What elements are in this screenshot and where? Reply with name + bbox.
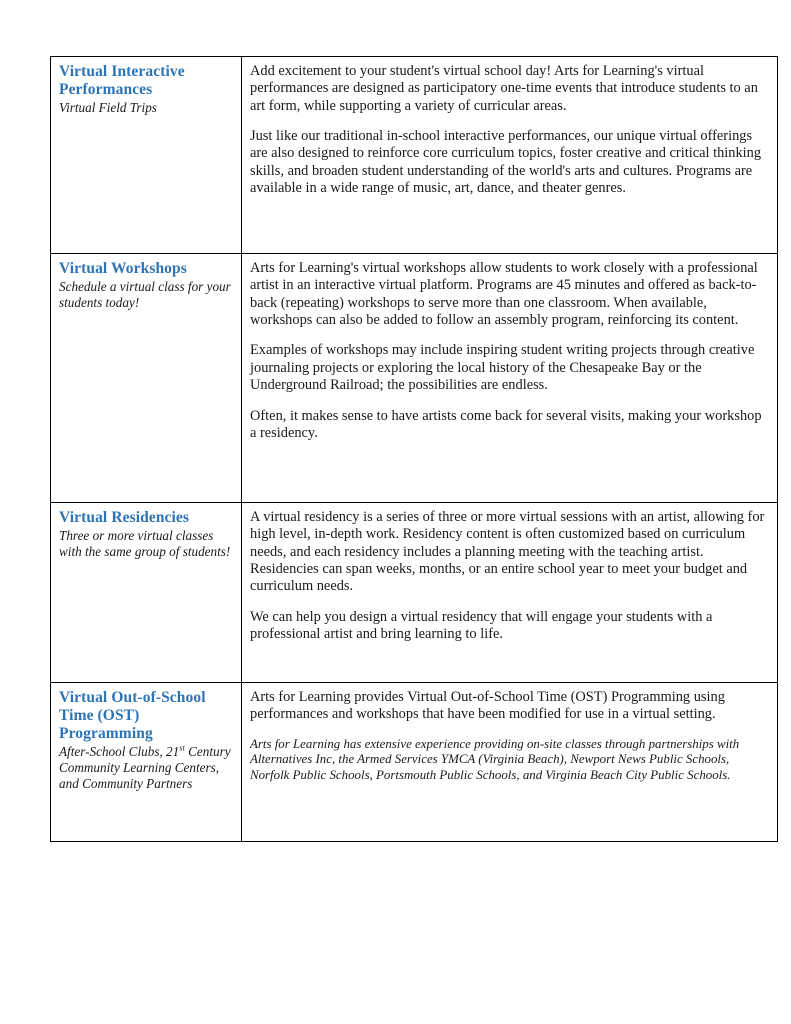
description-paragraph: Often, it makes sense to have artists come back for several visits, making your workshop a residency. <box>250 407 762 441</box>
program-title: Virtual Out-of-School Time (OST) Programming <box>59 689 206 743</box>
description-paragraph: Examples of workshops may include inspiring student writing projects through creative journaling projects or exploring the local history of the Chesapeake Bay or the Underground Railroad; the possibilities are endless. <box>250 342 755 394</box>
description-paragraph: Arts for Learning provides Virtual Out-of-School Time (OST) Programming using performances and workshops that have been modified for use in a virtual setting. <box>250 689 725 723</box>
table-body <box>51 57 778 842</box>
program-title-cell <box>51 254 242 503</box>
program-title-cell <box>51 503 242 683</box>
table-row <box>51 503 778 683</box>
program-title: Virtual Interactive Performances <box>59 63 185 99</box>
program-subtitle-text: After-School Clubs, 21 <box>59 744 180 760</box>
program-offerings-table <box>50 56 778 842</box>
program-description-cell <box>242 57 778 254</box>
program-description-cell <box>242 254 778 503</box>
program-title-cell <box>51 683 242 842</box>
program-subtitle-text-cont: Century Community Learning Centers, and Community Partners <box>59 744 231 791</box>
description-paragraph: We can help you design a virtual residency that will engage your students with a professional artist and bring learning to life. <box>250 608 713 643</box>
program-description-cell <box>242 503 778 683</box>
program-subtitle: Three or more virtual classes with the same group of students! <box>59 528 231 559</box>
description-paragraph: Just like our traditional in-school interactive performances, our unique virtual offerings are also designed to reinforce core curriculum topics, foster creative and critical thinking skills, and broaden student understanding of the world's arts and cultures. Programs are available in a wide range of music, art, dance, and theater genres. <box>250 128 762 197</box>
program-title: Virtual Residencies <box>59 509 190 526</box>
ordinal-suffix: st <box>179 743 185 753</box>
table-row <box>51 254 778 503</box>
program-title-cell <box>51 57 242 254</box>
program-subtitle: Schedule a virtual class for your students today! <box>59 279 231 310</box>
program-subtitle: Virtual Field Trips <box>59 100 157 116</box>
description-paragraph: Arts for Learning's virtual workshops allow students to work closely with a professional artist in an interactive virtual platform. Programs are 45 minutes and offered as back-to-back (repeating) workshops to serve more than one classroom. When available, workshops can also be added to follow an assembly program, reinforcing its content. <box>250 260 758 329</box>
description-paragraph: Add excitement to your student's virtual school day! Arts for Learning's virtual performances are designed as participatory one-time events that introduce students to an art form, while supporting a variety of curricular areas. <box>250 63 758 114</box>
program-description-cell <box>242 683 778 842</box>
table-row <box>51 57 778 254</box>
description-paragraph: A virtual residency is a series of three or more virtual sessions with an artist, allowing for high level, in-depth work. Residency content is often customized based on curriculum needs, and each residency includes a planning meeting with the teaching artist. Residencies can span weeks, months, or an entire school year to meet your budget and curriculum needs. <box>250 509 765 595</box>
description-note: Arts for Learning has extensive experience providing on-site classes through partnerships with Alternatives Inc, the Armed Services YMCA (Virginia Beach), Newport News Public Schools, Norfolk Public Schools, Portsmouth Public Schools, and Virginia Beach City Public Schools. <box>250 736 740 782</box>
table-row <box>51 683 778 842</box>
program-subtitle <box>59 744 233 791</box>
program-title: Virtual Workshops <box>59 260 187 277</box>
